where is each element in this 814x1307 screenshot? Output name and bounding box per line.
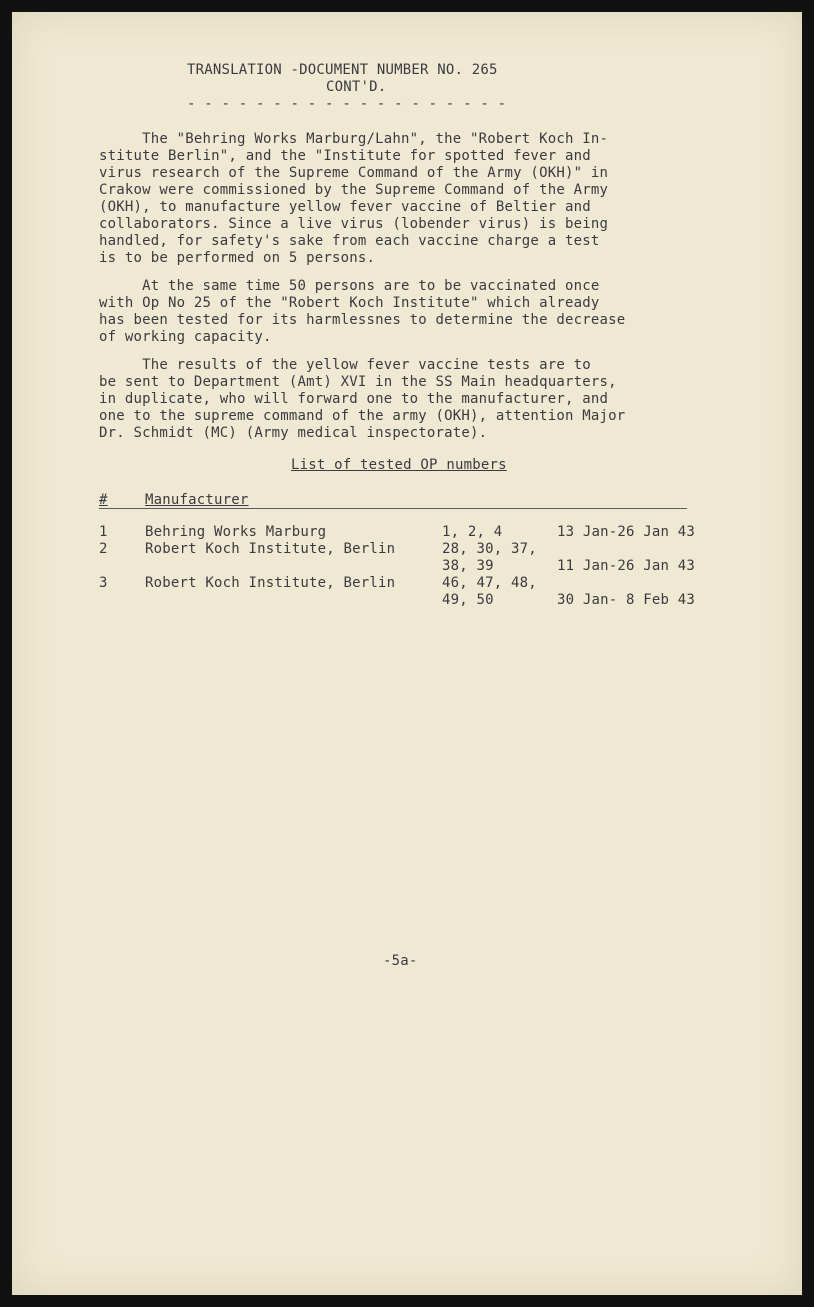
- document-title: TRANSLATION -DOCUMENT NUMBER NO. 265: [187, 62, 498, 78]
- paragraph-line: has been tested for its harmlessnes to determine the decrease: [99, 312, 626, 328]
- header-rule: [99, 508, 687, 509]
- list-title: List of tested OP numbers: [291, 457, 507, 473]
- row-date-range: 11 Jan-26 Jan 43: [557, 558, 696, 574]
- paragraph-line: be sent to Department (Amt) XVI in the SS Main headquarters,: [99, 374, 617, 390]
- row-number: 3: [99, 575, 108, 591]
- row-number: 2: [99, 541, 108, 557]
- row-op-numbers: 28, 30, 37,: [442, 541, 537, 557]
- document-page: [12, 12, 802, 1295]
- paragraph-line: Crakow were commissioned by the Supreme Command of the Army: [99, 182, 609, 198]
- paragraph-line: one to the supreme command of the army (OKH), attention Major: [99, 408, 626, 424]
- row-date-range: 13 Jan-26 Jan 43: [557, 524, 696, 540]
- column-header-manufacturer: Manufacturer: [145, 492, 249, 508]
- row-manufacturer: Robert Koch Institute, Berlin: [145, 575, 396, 591]
- paragraph-line: The "Behring Works Marburg/Lahn", the "Robert Koch In-: [99, 131, 609, 147]
- row-date-range: 30 Jan- 8 Feb 43: [557, 592, 696, 608]
- paragraph-line: virus research of the Supreme Command of the Army (OKH)" in: [99, 165, 609, 181]
- row-op-numbers: 1, 2, 4: [442, 524, 503, 540]
- paragraph-line: handled, for safety's sake from each vaccine charge a test: [99, 233, 600, 249]
- document-subtitle: CONT'D.: [326, 79, 387, 95]
- row-op-numbers: 46, 47, 48,: [442, 575, 537, 591]
- paragraph-line: is to be performed on 5 persons.: [99, 250, 376, 266]
- title-rule: - - - - - - - - - - - - - - - - - - -: [187, 96, 507, 112]
- paragraph-line: (OKH), to manufacture yellow fever vaccine of Beltier and: [99, 199, 591, 215]
- row-number: 1: [99, 524, 108, 540]
- paragraph-line: of working capacity.: [99, 329, 272, 345]
- row-op-numbers-cont: 38, 39: [442, 558, 494, 574]
- paragraph-line: in duplicate, who will forward one to the manufacturer, and: [99, 391, 609, 407]
- row-manufacturer: Behring Works Marburg: [145, 524, 327, 540]
- paragraph-line: stitute Berlin", and the "Institute for spotted fever and: [99, 148, 591, 164]
- paragraph-line: collaborators. Since a live virus (lobender virus) is being: [99, 216, 609, 232]
- paragraph-line: At the same time 50 persons are to be vaccinated once: [99, 278, 600, 294]
- paragraph-line: Dr. Schmidt (MC) (Army medical inspectorate).: [99, 425, 488, 441]
- column-header-number: #: [99, 492, 108, 508]
- page-number: -5a-: [383, 953, 418, 969]
- row-op-numbers-cont: 49, 50: [442, 592, 494, 608]
- paragraph-line: The results of the yellow fever vaccine tests are to: [99, 357, 591, 373]
- row-manufacturer: Robert Koch Institute, Berlin: [145, 541, 396, 557]
- paragraph-line: with Op No 25 of the "Robert Koch Institute" which already: [99, 295, 600, 311]
